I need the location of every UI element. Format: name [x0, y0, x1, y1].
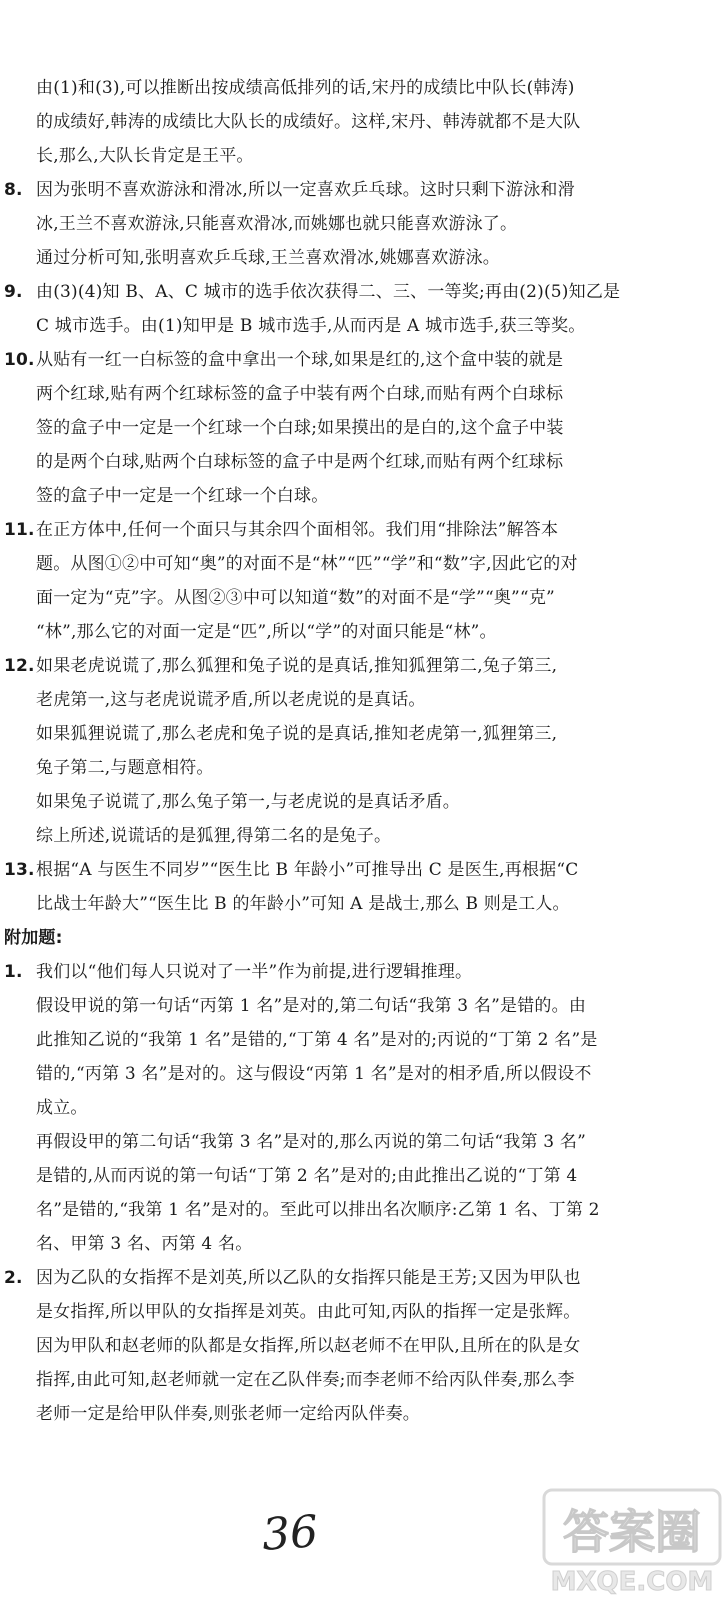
line-text: 如果兔子说谎了,那么兔子第一,与老虎说的是真话矛盾。	[36, 792, 461, 812]
text-line	[36, 1132, 586, 1152]
line-text: 兔子第二,与题意相符。	[36, 758, 214, 778]
text-line	[36, 1098, 88, 1118]
text-line	[36, 146, 254, 166]
text-line	[36, 1404, 420, 1424]
text-line	[36, 1166, 577, 1186]
handwritten-page-number: 36	[260, 1506, 320, 1561]
line-text: C 城市选手。由(1)知甲是 B 城市选手,从而丙是 A 城市选手,获三等奖。	[36, 316, 586, 336]
line-text: 老虎第一,这与老虎说谎矛盾,所以老虎说的是真话。	[36, 690, 426, 710]
line-text: 题。从图①②中可知“奥”的对面不是“林”“匹”“学”和“数”字,因此它的对	[36, 554, 578, 574]
line-text: 长,那么,大队长肯定是王平。	[36, 146, 254, 166]
line-text: 冰,王兰不喜欢游泳,只能喜欢滑冰,而姚娜也就只能喜欢游泳了。	[36, 214, 518, 234]
line-text: 通过分析可知,张明喜欢乒乓球,王兰喜欢滑冰,姚娜喜欢游泳。	[36, 248, 501, 268]
line-text: 从贴有一红一白标签的盒中拿出一个球,如果是红的,这个盒中装的就是	[36, 350, 564, 370]
line-text: 名”是错的,“我第 1 名”是对的。至此可以排出名次顺序:乙第 1 名、丁第 2	[36, 1200, 600, 1220]
text-line	[36, 316, 585, 336]
line-text: 老师一定是给甲队伴奏,则张老师一定给丙队伴奏。	[36, 1404, 421, 1424]
line-text: 指挥,由此可知,赵老师就一定在乙队伴奏;而李老师不给丙队伴奏,那么李	[36, 1370, 575, 1390]
line-text: 因为乙队的女指挥不是刘英,所以乙队的女指挥只能是王芳;又因为甲队也	[36, 1268, 581, 1288]
line-text: 比战士年龄大”“医生比 B 的年龄小”可知 A 是战士,那么 B 则是工人。	[36, 894, 570, 914]
text-line	[36, 1064, 592, 1084]
line-text: 再假设甲的第二句话“我第 3 名”是对的,那么丙说的第二句话“我第 3 名”	[36, 1132, 587, 1152]
line-text: 根据“A 与医生不同岁”“医生比 B 年龄小”可推导出 C 是医生,再根据“C	[36, 860, 579, 880]
question-start-line	[4, 860, 578, 880]
text-line	[36, 486, 328, 506]
question-number: 8.	[4, 180, 23, 200]
question-start-line	[4, 520, 558, 540]
line-text: 是错的,从而丙说的第一句话“丁第 2 名”是对的;由此推出乙说的“丁第 4	[36, 1166, 578, 1186]
question-number: 10.	[4, 350, 35, 370]
text-line	[36, 384, 563, 404]
question-number: 11.	[4, 520, 35, 540]
line-text: 是女指挥,所以甲队的女指挥是刘英。由此可知,丙队的指挥一定是张辉。	[36, 1302, 581, 1322]
text-line	[36, 78, 575, 98]
question-start-line	[4, 350, 563, 370]
text-line	[36, 214, 517, 234]
text-line	[36, 1302, 580, 1322]
section-heading	[4, 928, 63, 948]
text-line	[36, 452, 563, 472]
line-text: 因为张明不喜欢游泳和滑冰,所以一定喜欢乒乓球。这时只剩下游泳和滑	[36, 180, 575, 200]
watermark-line2: MXQE.COM	[550, 1567, 714, 1597]
question-number: 2.	[4, 1268, 23, 1288]
watermark-logo	[540, 1482, 724, 1600]
question-number: 12.	[4, 656, 35, 676]
question-start-line	[4, 656, 557, 676]
text-line	[36, 1370, 575, 1390]
text-line	[36, 996, 586, 1016]
text-line	[36, 1336, 580, 1356]
line-text: “林”,那么它的对面一定是“匹”,所以“学”的对面只能是“林”。	[36, 622, 497, 642]
text-line	[36, 554, 578, 574]
text-line	[36, 1234, 252, 1254]
line-text: 附加题:	[4, 928, 63, 948]
text-line	[36, 1030, 598, 1050]
text-line	[36, 622, 497, 642]
question-start-line	[4, 962, 472, 982]
question-start-line	[4, 282, 620, 302]
line-text: 如果狐狸说谎了,那么老虎和兔子说的是真话,推知老虎第一,狐狸第三,	[36, 724, 558, 744]
line-text: 综上所述,说谎话的是狐狸,得第二名的是兔子。	[36, 826, 392, 846]
line-text: 假设甲说的第一句话“丙第 1 名”是对的,第二句话“我第 3 名”是错的。由	[36, 996, 587, 1016]
text-line	[36, 1200, 600, 1220]
line-text: 的是两个白球,贴两个白球标签的盒子中是两个红球,而贴有两个红球标	[36, 452, 564, 472]
question-number: 9.	[4, 282, 23, 302]
question-number: 1.	[4, 962, 23, 982]
text-line	[36, 792, 460, 812]
line-text: 此推知乙说的“我第 1 名”是错的,“丁第 4 名”是对的;丙说的“丁第 2 名”是	[36, 1030, 598, 1050]
text-line	[36, 112, 580, 132]
text-line	[36, 418, 564, 438]
watermark-line1: 答案圈	[563, 1505, 701, 1559]
line-text: 面一定为“克”字。从图②③中可以知道“数”的对面不是“学”“奥”“克”	[36, 588, 555, 608]
line-text: 由(3)(4)知 B、A、C 城市的选手依次获得二、三、一等奖;再由(2)(5)知乙是	[36, 282, 621, 302]
line-text: 名、甲第 3 名、丙第 4 名。	[36, 1234, 253, 1254]
line-text: 由(1)和(3),可以推断出按成绩高低排列的话,宋丹的成绩比中队长(韩涛)	[36, 78, 575, 98]
line-text: 错的,“丙第 3 名”是对的。这与假设“丙第 1 名”是对的相矛盾,所以假设不	[36, 1064, 592, 1084]
text-line	[36, 248, 500, 268]
line-text: 的成绩好,韩涛的成绩比大队长的成绩好。这样,宋丹、韩涛就都不是大队	[36, 112, 581, 132]
question-start-line	[4, 180, 575, 200]
text-line	[36, 588, 555, 608]
text-line	[36, 690, 426, 710]
line-text: 两个红球,贴有两个红球标签的盒子中装有两个白球,而贴有两个白球标	[36, 384, 564, 404]
line-text: 我们以“他们每人只说对了一半”作为前提,进行逻辑推理。	[36, 962, 473, 982]
line-text: 因为甲队和赵老师的队都是女指挥,所以赵老师不在甲队,且所在的队是女	[36, 1336, 581, 1356]
question-number: 13.	[4, 860, 35, 880]
text-line	[36, 894, 570, 914]
line-text: 签的盒子中一定是一个红球一个白球。	[36, 486, 329, 506]
text-line	[36, 724, 557, 744]
line-text: 在正方体中,任何一个面只与其余四个面相邻。我们用“排除法”解答本	[36, 520, 559, 540]
line-text: 签的盒子中一定是一个红球一个白球;如果摸出的是白的,这个盒子中装	[36, 418, 564, 438]
line-text: 如果老虎说谎了,那么狐狸和兔子说的是真话,推知狐狸第二,兔子第三,	[36, 656, 558, 676]
text-line	[36, 758, 214, 778]
question-start-line	[4, 1268, 581, 1288]
line-text: 成立。	[36, 1098, 88, 1118]
text-line	[36, 826, 391, 846]
